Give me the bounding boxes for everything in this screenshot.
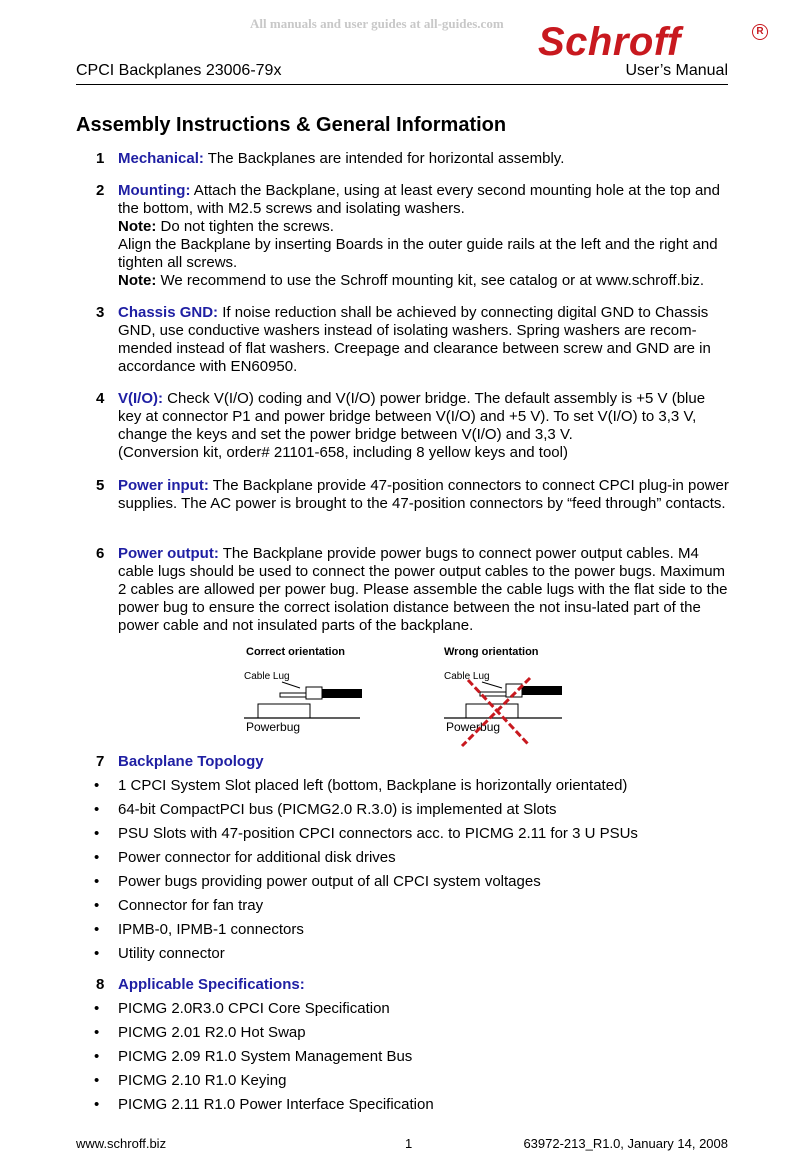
schroff-logo: Schroff bbox=[538, 20, 681, 64]
list-item bbox=[76, 894, 730, 918]
section-text: Check V(I/O) coding and V(I/O) power bridge. The default assembly is +5 V (blue key at connector P1 and power bridge between V(I/O) and +5 V). To set V(I/O) to 3,3 V, change the keys and set the power bridge between V(I/O) and 3,3 V. bbox=[118, 390, 706, 443]
section-number: 4 bbox=[96, 390, 105, 407]
list-item-text: 64-bit CompactPCI bus (PICMG2.0 R.3.0) is implemented at Slots bbox=[118, 801, 557, 818]
footer-page-number: 1 bbox=[405, 1136, 413, 1151]
section-label: Power input: bbox=[118, 477, 209, 494]
section-number: 8 bbox=[96, 976, 105, 993]
section-2 bbox=[76, 182, 730, 290]
list-item bbox=[76, 870, 730, 894]
bullet-icon: • bbox=[94, 873, 100, 890]
bullet-icon: • bbox=[94, 1024, 100, 1041]
section-label: Backplane Topology bbox=[118, 753, 264, 770]
section-1 bbox=[76, 150, 730, 168]
section-label: Applicable Specifications: bbox=[118, 976, 305, 993]
section-label: V(I/O): bbox=[118, 390, 163, 407]
section-7 bbox=[76, 753, 730, 771]
section-number: 5 bbox=[96, 477, 105, 494]
bullet-icon: • bbox=[94, 849, 100, 866]
note-label: Note: bbox=[118, 218, 157, 235]
page-title: Assembly Instructions & General Information bbox=[76, 114, 507, 136]
bullet-icon: • bbox=[94, 801, 100, 818]
list-item-text: 1 CPCI System Slot placed left (bottom, Backplane is horizontally orientated) bbox=[118, 777, 628, 794]
leader-line bbox=[482, 682, 502, 688]
cable-lug-label: Cable Lug bbox=[444, 671, 490, 682]
section-label: Mechanical: bbox=[118, 150, 204, 167]
list-item-text: PICMG 2.01 R2.0 Hot Swap bbox=[118, 1024, 306, 1041]
list-item bbox=[76, 798, 730, 822]
bullet-icon: • bbox=[94, 897, 100, 914]
bullet-icon: • bbox=[94, 921, 100, 938]
section-text: The Backplane provide power bugs to connect power output cables. M4 cable lugs should be used to connect the power output cables to the power bugs. Maximum 2 cables are allowed per power bug. Please assemble the cable lugs with the flat side to the power bug to ensure the correct isolation distance between the not insu-lated part of the power cable and not insulated parts of the backplane. bbox=[118, 545, 728, 634]
section-8 bbox=[76, 976, 730, 994]
section-4 bbox=[76, 390, 730, 462]
section-5 bbox=[76, 477, 730, 513]
section-number: 7 bbox=[96, 753, 105, 770]
note-text: We recommend to use the Schroff mounting kit, see catalog or at www.schroff.biz. bbox=[156, 272, 705, 289]
registered-mark: R bbox=[752, 24, 768, 40]
orientation-diagram bbox=[240, 642, 570, 750]
correct-orientation-title: Correct orientation bbox=[246, 646, 346, 658]
list-item bbox=[76, 918, 730, 942]
powerbug bbox=[258, 704, 310, 718]
list-item-text: Utility connector bbox=[118, 945, 225, 962]
bullet-icon: • bbox=[94, 1072, 100, 1089]
bullet-icon: • bbox=[94, 825, 100, 842]
section-label: Mounting: bbox=[118, 182, 191, 199]
bullet-icon: • bbox=[94, 1096, 100, 1113]
list-item-text: PICMG 2.0R3.0 CPCI Core Specification bbox=[118, 1000, 390, 1017]
list-item bbox=[76, 822, 730, 846]
list-item-text: IPMB-0, IPMB-1 connectors bbox=[118, 921, 304, 938]
note-text: Do not tighten the screws. bbox=[156, 218, 334, 235]
list-item-text: Connector for fan tray bbox=[118, 897, 264, 914]
leader-line bbox=[282, 682, 300, 688]
bullet-icon: • bbox=[94, 1000, 100, 1017]
header-divider bbox=[76, 84, 728, 85]
section-number: 2 bbox=[96, 182, 105, 199]
watermark: All manuals and user guides at all-guides.com bbox=[250, 16, 504, 31]
list-item bbox=[76, 846, 730, 870]
list-item bbox=[76, 1021, 730, 1045]
note-label: Note: bbox=[118, 272, 157, 289]
specifications-list bbox=[76, 997, 730, 1117]
list-item-text: PICMG 2.10 R1.0 Keying bbox=[118, 1072, 287, 1089]
section-text: If noise reduction shall be achieved by connecting digital GND to Chassis GND, use conductive washers instead of isolating washers. Spring washers are recom-mended instead of flat washers. Creepage and clearance between screw and GND are in accordance with EN60950. bbox=[118, 304, 711, 375]
section-text: The Backplanes are intended for horizontal assembly. bbox=[203, 150, 565, 167]
list-item-text: Power connector for additional disk drives bbox=[118, 849, 396, 866]
powerbug-label: Powerbug bbox=[246, 720, 301, 734]
conversion-kit-text: (Conversion kit, order# 21101-658, including 8 yellow keys and tool) bbox=[118, 444, 568, 461]
section-label: Chassis GND: bbox=[118, 304, 219, 321]
power-cable bbox=[522, 686, 562, 695]
align-text: Align the Backplane by inserting Boards in the outer guide rails at the left and the right and tighten all screws. bbox=[118, 236, 718, 271]
wrong-orientation-title: Wrong orientation bbox=[444, 646, 539, 658]
section-6 bbox=[76, 545, 730, 635]
topology-list bbox=[76, 774, 730, 966]
list-item bbox=[76, 997, 730, 1021]
header-doc-title: CPCI Backplanes 23006-79x bbox=[76, 62, 282, 79]
footer-doc-id: 63972-213_R1.0, January 14, 2008 bbox=[523, 1136, 728, 1151]
bullet-icon: • bbox=[94, 945, 100, 962]
power-cable bbox=[322, 689, 362, 698]
list-item bbox=[76, 1093, 730, 1117]
header-manual-label: User’s Manual bbox=[625, 62, 728, 79]
powerbug-label: Powerbug bbox=[446, 720, 501, 734]
bullet-icon: • bbox=[94, 1048, 100, 1065]
list-item-text: Power bugs providing power output of all CPCI system voltages bbox=[118, 873, 541, 890]
cable-orientation-figure bbox=[240, 642, 570, 750]
section-number: 3 bbox=[96, 304, 105, 321]
lug-crimp bbox=[306, 687, 322, 699]
list-item bbox=[76, 942, 730, 966]
list-item bbox=[76, 774, 730, 798]
section-number: 1 bbox=[96, 150, 105, 167]
section-3 bbox=[76, 304, 730, 376]
cable-lug-label: Cable Lug bbox=[244, 671, 290, 682]
bullet-icon: • bbox=[94, 777, 100, 794]
list-item bbox=[76, 1045, 730, 1069]
footer-website: www.schroff.biz bbox=[76, 1136, 167, 1151]
list-item-text: PSU Slots with 47-position CPCI connectors acc. to PICMG 2.11 for 3 U PSUs bbox=[118, 825, 638, 842]
section-text: Attach the Backplane, using at least every second mounting hole at the top and the bottom, with M2.5 screws and isolating washers. bbox=[118, 182, 720, 217]
cable-lug bbox=[280, 693, 306, 697]
list-item-text: PICMG 2.09 R1.0 System Management Bus bbox=[118, 1048, 413, 1065]
section-text: The Backplane provide 47-position connectors to connect CPCI plug-in power supplies. The AC power is brought to the 47-position connectors by “feed through” contacts. bbox=[118, 477, 729, 512]
list-item bbox=[76, 1069, 730, 1093]
list-item-text: PICMG 2.11 R1.0 Power Interface Specification bbox=[118, 1096, 434, 1113]
section-number: 6 bbox=[96, 545, 105, 562]
section-label: Power output: bbox=[118, 545, 219, 562]
